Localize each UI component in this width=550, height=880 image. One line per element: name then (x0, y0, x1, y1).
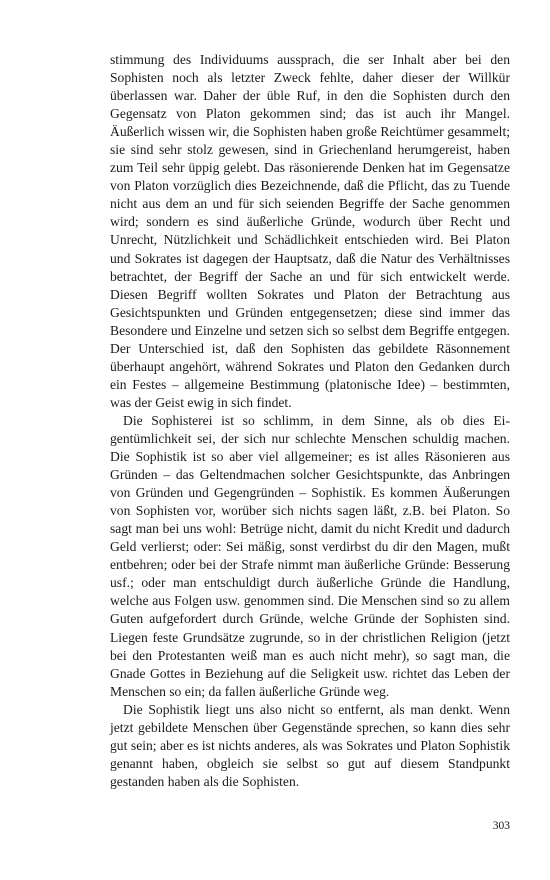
paragraph-2: Die Sophisterei ist so schlimm, in dem Sinne, als ob dies Eigentümlichkeit sei, der sich nur schlechte Menschen schuldig machen. Die Sophistik ist so aber viel allgemeiner; es ist alles Räsonieren aus Gründen – das Geltendmachen solcher Gesichtspunkte, das Anbringen von Gründen und Gegengründen – Sophistik. Es kommen Äußerungen von Sophisten vor, worüber sich nichts sagen läßt, z.B. bei Platon. So sagt man bei uns wohl: Betrüge nicht, damit du nicht Kredit und dadurch Geld verlierst; oder: Sei mäßig, sonst verdirbst du dir den Magen, mußt entbehren; oder bei der Strafe nimmt man äußerliche Gründe: Besserung usf.; oder man entschuldigt durch äußerliche Gründe die Handlung, welche aus Folgen usw. genommen sind. Die Menschen sind so zu allem Guten aufgefordert durch Gründe, welche Gründe der Sophisten sind. Liegen feste Grundsätze zugrunde, so in der christlichen Religion (jetzt bei den Protestanten weiß man es auch nicht mehr), so sagt man, die Gnade Gottes in Beziehung auf die Seligkeit usw. richtet das Leben der Menschen so ein; da fallen äußerliche Gründe weg. (110, 412, 510, 699)
page-body (110, 51, 510, 791)
paragraph-1: stimmung des Individuums aussprach, die ser Inhalt aber bei den Sophisten noch als letzter Zweck fehlte, daher dieser der Willkür überlassen war. Daher der üble Ruf, in den die Sophisten durch den Gegensatz von Platon gekommen sind; das ist auch ihr Mangel. Äußerlich wissen wir, die Sophisten haben große Reichtümer gesammelt; sie sind sehr stolz gewesen, sind in Griechenland herumgereist, haben zum Teil sehr üppig gelebt. Das räsonierende Denken hat im Gegensatze von Platon vorzüglich dies Bezeichnende, daß die Pflicht, das zu Tuende nicht aus dem an und für sich seienden Begriffe der Sache genommen wird; sondern es sind äußerliche Gründe, wodurch über Recht und Unrecht, Nützlichkeit und Schädlichkeit entschieden wird. Bei Platon und Sokrates ist dagegen der Hauptsatz, daß die Natur des Verhältnisses betrachtet, der Begriff der Sache an und für sich entwickelt werde. Diesen Begriff wollten Sokrates und Platon der Betrachtung aus Gesichtspunkten und Gründen entgegensetzen; diese sind immer das Besondere und Einzelne und setzen sich so selbst dem Begriffe entgegen. Der Unterschied ist, daß den Sophisten das gebildete Räsonnement überhaupt angehört, während Sokrates und Platon den Gedanken durch ein Festes – allgemeine Bestimmung (platonische Idee) – bestimmten, was der Geist ewig in sich findet. (110, 52, 510, 410)
page-number: 303 (492, 820, 510, 832)
paragraph-3: Die Sophistik liegt uns also nicht so entfernt, als man denkt. Wenn jetzt gebildete Menschen über Gegenstände sprechen, so kann dies sehr gut sein; aber es ist nichts anderes, als was Sokrates und Platon Sophistik genannt haben, obgleich sie selbst so gut auf diesem Standpunkt gestanden haben als die Sophisten. (110, 701, 510, 789)
